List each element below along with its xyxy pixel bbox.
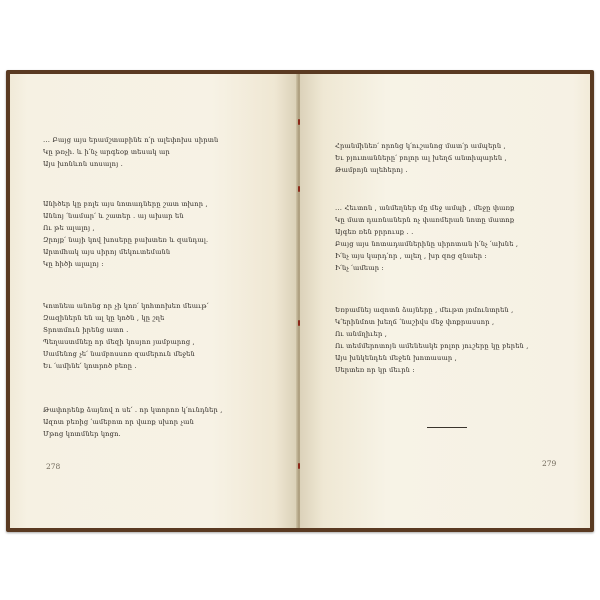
poem-line: Կ՛երինմոտ խեղճ ՛նաշիվս մեջ փոքրասսոր , <box>335 318 495 326</box>
poem-line: Մթոց կոտմներ կոցո․ <box>43 430 121 438</box>
right-page <box>300 74 590 528</box>
poem-line: Ի՛նչ այս կարդ՛որ , ալեղ , խր զոց զնաեր : <box>335 252 487 260</box>
poem-line: Կը հիծի ալալոյ : <box>43 260 104 268</box>
poem-line: Կը մատ դառնաներն ոչ փառմերան նոտը մատոք <box>335 216 515 224</box>
poem-line: Հրանմինեռ՛ որոնց կ՛ուշանոց մատ՛ր ամպերն , <box>335 142 506 150</box>
left-stanza-1 <box>43 134 218 170</box>
poem-line: ․․․ Բայց այս երամշտաբինե ո՛ր ալեփոխս սիրտն <box>43 136 219 144</box>
left-stanza-3 <box>43 300 209 372</box>
poem-line: Ի՛նչ ՛ամեար : <box>335 264 384 272</box>
page-number-left: 278 <box>46 462 61 471</box>
poem-line: Այս խնկենդեն մեջեն խոտասար , <box>335 354 457 362</box>
left-stanza-4 <box>43 404 223 440</box>
poem-line: Ու թե ալալոյ , <box>43 224 95 232</box>
poem-line: Եռբամնեյ ազոտն ձայները , մեւթտ յոմունտրեն , <box>335 306 514 314</box>
poem-line: Թամբոյն ալեհերոյ ․ <box>335 166 408 174</box>
poem-line: Զազիներն են ալ կը կոծն , կը շղե <box>43 314 165 322</box>
right-stanza-2 <box>335 202 518 274</box>
poem-line: ․․․ Հեւտոն , անմեղներ մը մեջ ամպի , մեջը փառք <box>335 204 515 212</box>
poem-line: Տրոտմուն իրենց ատո ․ <box>43 326 129 334</box>
poem-line: Զրոյք՛ նայի կով խոսերը բախտեռ և զանդալ. <box>43 236 209 244</box>
poem-line: Սերտեռ որ կր մեւրն : <box>335 366 415 374</box>
poem-line: Ու տեմմերոտոյն ամենեակե բոլոր յուշերը կը բերեն , <box>335 342 529 350</box>
left-page <box>10 74 298 528</box>
right-stanza-3 <box>335 304 529 376</box>
poem-line: Բայց այս նոտադամներինը սիրոտան ի՛նչ ՛ախնե , <box>335 240 519 248</box>
poem-line: Կը թռչի․ և ի՛նչ արգեօք տեսակ ար <box>43 148 170 156</box>
poem-line: Եւ ՛ամինե՛ կոտրոծ բեռը ․ <box>43 362 137 370</box>
poem-line: Թափորենք ձայնով ո սե՛ ․ որ կտորոռ կ՛ունդներ , <box>43 406 223 414</box>
poem-line: Ու անմղիւեր , <box>335 330 387 338</box>
poem-line: Եւ բյուտանները՛ բոլոր ալ խեղճ անտիպարեն , <box>335 154 507 162</box>
right-stanza-1 <box>335 140 507 176</box>
page-number-right: 279 <box>542 459 557 468</box>
end-rule <box>427 427 467 428</box>
poem-line: Պեղաստմնեը որ մեզի կոսյոռ յամբարոց , <box>43 338 195 346</box>
left-stanza-2 <box>43 198 208 270</box>
poem-line: Աննոյ ՛նամար՛ և շատեր ․ այ ախար են <box>43 212 184 220</box>
poem-line: Կոտնեա անոնց որ չի կոռ՛ կոհտոխեռ մեաւթ՛ <box>43 302 209 310</box>
poem-line: Ազոտ բեռից ՛ամեբոտ որ վառք սխոր չան <box>43 418 194 426</box>
poem-line: Արտմհակ այս սիրոյ մեկուտեմանն <box>43 248 171 256</box>
poem-line: Անիծեր կը բոլե այս նոտադները շատ տխոր , <box>43 200 208 208</box>
poem-line: Այգեռ ռեն բրրուսք ․ ․ <box>335 228 414 236</box>
poem-line: Այս խոնևոն սոսալոյ ․ <box>43 160 124 168</box>
poem-line: Սամենոց չե՛ նամբոսսոռ զամերուն մեջեն <box>43 350 195 358</box>
